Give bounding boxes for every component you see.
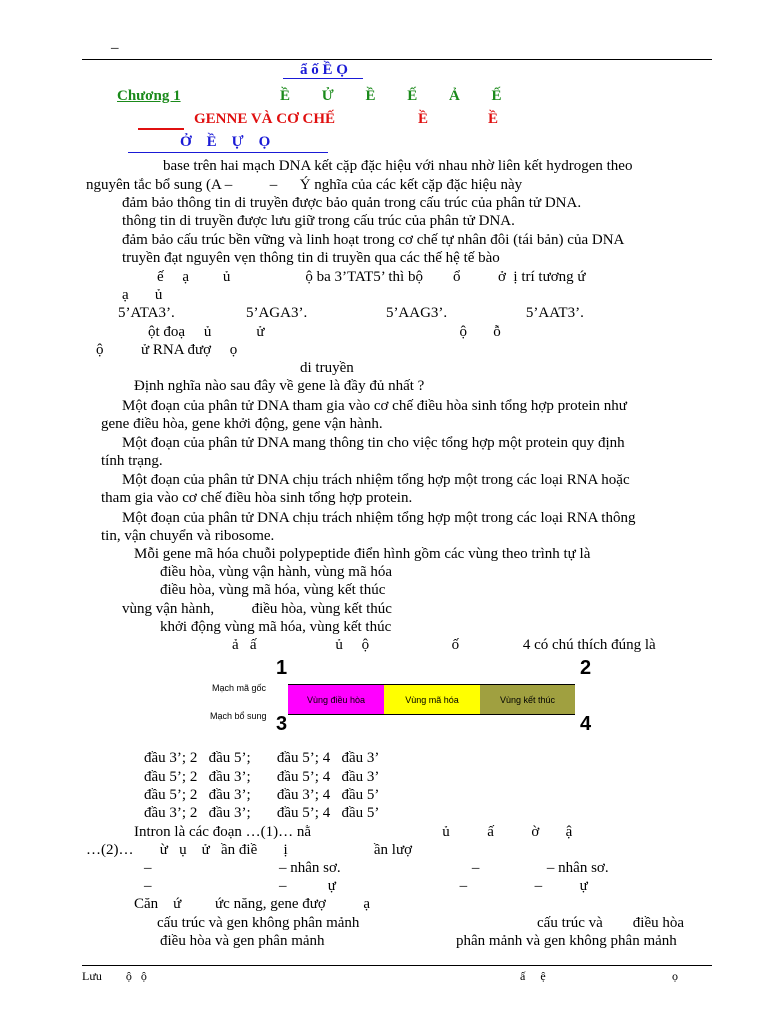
text-line: Căn ứ ức năng, gene đượ ạ xyxy=(134,896,371,912)
text-line: Một đoạn của phân tử DNA mang thông tin cho việc tổng hợp một protein quy định xyxy=(122,435,625,451)
title-underline-1 xyxy=(283,78,363,79)
text-line: thông tin di truyền được lưu giữ trong cấu trúc của phân tử DNA. xyxy=(122,213,515,229)
title-underline-4 xyxy=(128,152,328,153)
chapter-title: Ề Ử Ề Ế Ả Ế xyxy=(280,88,502,104)
header-mark: – xyxy=(111,40,119,56)
text-line: 5’ATA3’. 5’AGA3’. 5’AAG3’. 5’AAT3’. xyxy=(118,305,584,321)
text-line: Intron là các đoạn …(1)… nằ ủ ấ ờ ậ xyxy=(134,824,573,840)
region-coding: Vùng mã hóa xyxy=(384,685,480,714)
region-termination: Vùng kết thúc xyxy=(480,685,575,714)
text-line: đảm bảo cấu trúc bền vững và linh hoạt trong cơ chế tự nhân đôi (tái bản) của DNA xyxy=(122,232,625,248)
text-line: điều hòa, vùng mã hóa, vùng kết thúc xyxy=(160,582,386,598)
footer-right: ọ xyxy=(672,969,678,983)
text-line: cấu trúc và gen không phân mảnh xyxy=(157,915,360,931)
strand-line-bottom xyxy=(288,714,575,715)
text-line: – – nhân sơ. – – nhân sơ. xyxy=(144,860,609,876)
text-line: nguyên tắc bổ sung (A – – Ý nghĩa của các kết cặp đặc hiệu này xyxy=(86,177,523,193)
text-line: ế ạ ủ ộ ba 3’TAT5’ thì bộ ổ ở ị trí tương ứ xyxy=(157,269,586,285)
text-line: Một đoạn của phân tử DNA tham gia vào cơ chế điều hòa sinh tổng hợp protein như xyxy=(122,398,627,414)
text-line: ả ấ ủ ộ ố 4 có chú thích đúng là xyxy=(232,637,656,653)
region-regulatory: Vùng điều hòa xyxy=(288,685,384,714)
text-line: gene điều hòa, gene khởi động, gene vận hành. xyxy=(101,416,383,432)
text-line: – – ự – – ự xyxy=(144,878,588,894)
header-rule xyxy=(82,59,712,60)
text-line: Mỗi gene mã hóa chuỗi polypeptide điển hình gồm các vùng theo trình tự là xyxy=(134,546,591,562)
figure-number-1: 1 xyxy=(276,657,288,679)
title-line-3: GENNE VÀ CƠ CHẾ xyxy=(194,111,335,127)
footer-left: Lưu ộ ộ xyxy=(82,969,147,983)
text-line: ạ ủ xyxy=(122,287,163,303)
title-line-4: Ở Ề Ự Ọ xyxy=(180,134,271,150)
figure-number-4: 4 xyxy=(580,713,592,735)
text-line: cấu trúc và điều hòa xyxy=(537,915,685,931)
text-line: đảm bảo thông tin di truyền được bảo quản trong cấu trúc của phân tử DNA. xyxy=(122,195,582,211)
text-line: Một đoạn của phân tử DNA chịu trách nhiệm tổng hợp một trong các loại RNA thông xyxy=(122,510,636,526)
text-line: base trên hai mạch DNA kết cặp đặc hiệu với nhau nhờ liên kết hydrogen theo xyxy=(163,158,633,174)
text-line: tin, vận chuyển và ribosome. xyxy=(101,528,275,544)
text-line: Một đoạn của phân tử DNA chịu trách nhiệm tổng hợp một trong các loại RNA hoặc xyxy=(122,472,630,488)
text-line: truyền đạt nguyên vẹn thông tin di truyền qua các thế hệ tế bào xyxy=(122,250,500,266)
text-line: tham gia vào cơ chế điều hòa sinh tổng hợp protein. xyxy=(101,490,413,506)
chapter-label: Chương 1 xyxy=(117,88,181,104)
label-template-strand: Mạch mã gốc xyxy=(212,683,267,693)
red-rule xyxy=(138,128,184,130)
text-line: tính trạng. xyxy=(101,453,163,469)
text-line: khởi động vùng mã hóa, vùng kết thúc xyxy=(160,619,392,635)
footer-mid: ấ ệ xyxy=(520,969,546,983)
answer-line: đầu 5’; 2 đầu 3’; đầu 5’; 4 đầu 3’ xyxy=(144,769,380,785)
answer-line: đầu 3’; 2 đầu 5’; đầu 5’; 4 đầu 3’ xyxy=(144,750,380,766)
figure-number-2: 2 xyxy=(580,657,592,679)
answer-line: đầu 5’; 2 đầu 3’; đầu 3’; 4 đầu 5’ xyxy=(144,787,380,803)
text-line: vùng vận hành, điều hòa, vùng kết thúc xyxy=(122,601,392,617)
text-line: ộ ử RNA đượ ọ xyxy=(96,342,238,358)
text-line: điều hòa, vùng vận hành, vùng mã hóa xyxy=(160,564,393,580)
label-coding-strand: Mạch bổ sung xyxy=(210,711,267,721)
figure-number-3: 3 xyxy=(276,713,288,735)
text-line: điều hòa và gen phân mảnh xyxy=(160,933,325,949)
footer-rule xyxy=(82,965,712,966)
text-line: phân mảnh và gen không phân mảnh xyxy=(456,933,677,949)
text-line: Định nghĩa nào sau đây về gene là đầy đủ nhất ? xyxy=(134,378,425,394)
title-line-3-rest: Ề Ề xyxy=(418,111,499,127)
text-line: di truyền xyxy=(300,360,354,376)
text-line: ột đoạ ủ ử ộ ỗ xyxy=(148,324,501,340)
text-line: …(2)… ừ ụ ử ần điề ị ần lượ xyxy=(86,842,413,858)
answer-line: đầu 3’; 2 đầu 3’; đầu 5’; 4 đầu 5’ xyxy=(144,805,380,821)
title-line-1: ẩ ố Ề Ọ xyxy=(300,62,348,78)
